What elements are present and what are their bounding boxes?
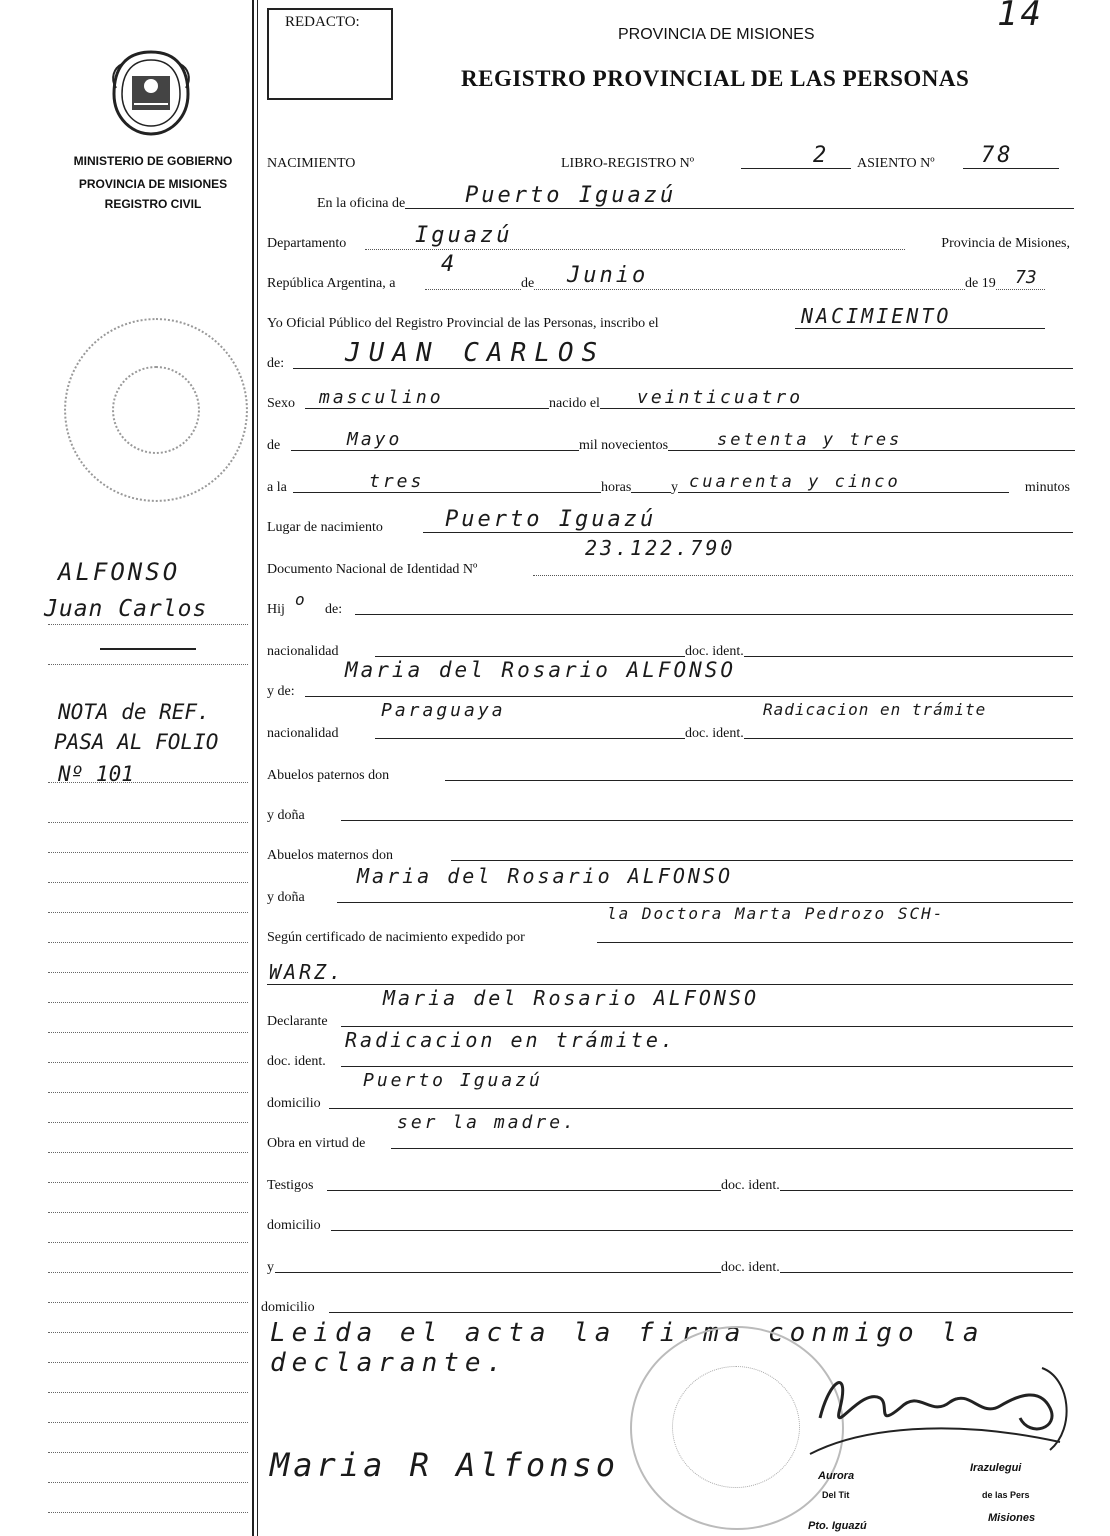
obra-line	[391, 1148, 1073, 1149]
domicilio-label: domicilio	[267, 1096, 321, 1111]
nombre-line	[293, 368, 1073, 369]
obra-label: Obra en virtud de	[267, 1136, 366, 1151]
abuelos-paternos-label: Abuelos paternos don	[267, 768, 390, 783]
nacionalidad-2-label: nacionalidad	[267, 726, 339, 741]
abuela-materna-line	[337, 902, 1073, 903]
margin-line	[48, 1512, 248, 1513]
libro-label: LIBRO-REGISTRO Nº	[561, 156, 695, 171]
y-testigo-line	[275, 1272, 1073, 1273]
hijo-line	[355, 614, 1073, 615]
margin-line	[48, 882, 248, 883]
domicilio-testigo-2-line	[329, 1312, 1073, 1313]
row-mes	[265, 428, 1074, 458]
margin-line	[48, 1332, 248, 1333]
margin-divider-left	[252, 0, 254, 1536]
abuela-materna-value: Maria del Rosario ALFONSO	[357, 864, 734, 888]
domicilio-value: Puerto Iguazú	[363, 1070, 543, 1091]
doc-ident-2-value: Radicacion en trámite	[763, 700, 987, 719]
margin-divider-right	[257, 0, 258, 1536]
official-line-4: Misiones	[988, 1512, 1036, 1524]
horas-label: horas	[601, 480, 632, 495]
nacido-label: nacido el	[549, 396, 600, 411]
nota-ref-line-2: PASA AL FOLIO	[54, 730, 219, 754]
dni-line	[533, 575, 1073, 576]
sexo-line	[305, 408, 1075, 409]
doc-ident-declarante-line	[341, 1066, 1073, 1067]
de-label: de	[521, 276, 535, 291]
mil-label: mil novecientos	[579, 438, 669, 453]
segun-value: la Doctora Marta Pedrozo SCH-	[607, 904, 945, 923]
row-domicilio-testigo-2	[261, 1290, 1074, 1320]
abuelos-maternos-label: Abuelos maternos don	[267, 848, 393, 863]
row-dni	[265, 536, 1074, 582]
margin-line	[48, 1302, 248, 1303]
nota-ref-line-3: Nº 101	[58, 762, 134, 786]
row-nacionalidad-2	[265, 700, 1074, 746]
abuelos-paternos-line	[445, 780, 1073, 781]
row-y-testigo	[265, 1250, 1074, 1280]
margin-line	[48, 972, 248, 973]
libro-line	[741, 168, 851, 169]
oficina-value: Puerto Iguazú	[465, 183, 677, 208]
row-departamento	[265, 223, 1074, 256]
row-abuelos-paternos	[265, 758, 1074, 788]
margin-line	[48, 1242, 248, 1243]
hora-value: tres	[369, 471, 425, 492]
testigos-line	[327, 1190, 1073, 1191]
de-colon-label: de:	[267, 356, 285, 371]
minutos-value: cuarenta y cinco	[689, 472, 901, 492]
row-segun	[265, 904, 1074, 950]
row-hijo	[265, 592, 1074, 622]
fecha-line	[425, 289, 1045, 290]
segun-label: Según certificado de nacimiento expedido por	[267, 930, 525, 945]
margin-line	[48, 1032, 248, 1033]
departamento-line	[365, 249, 905, 250]
oficina-line	[399, 208, 1074, 209]
margin-line	[48, 1452, 248, 1453]
asiento-label: ASIENTO Nº	[857, 156, 935, 171]
province-title: PROVINCIA DE MISIONES	[618, 26, 815, 43]
nombre-value: JUAN CARLOS	[345, 338, 606, 368]
margin-line	[48, 1062, 248, 1063]
declarante-label: Declarante	[267, 1014, 328, 1029]
province-seal-icon	[108, 48, 194, 138]
margin-line	[48, 852, 248, 853]
margin-line	[48, 664, 248, 665]
margin-line	[48, 912, 248, 913]
margin-line	[48, 1182, 248, 1183]
doc-ident-t-label: doc. ident.	[721, 1178, 780, 1193]
hijo-o-value: o	[295, 590, 305, 609]
oficina-label: En la oficina de	[317, 196, 406, 211]
departamento-label: Departamento	[267, 236, 347, 251]
doc-ident-2-label: doc. ident.	[685, 726, 744, 741]
row-libro	[265, 143, 1074, 176]
testigos-label: Testigos	[267, 1178, 314, 1193]
abuela-paterna-line	[341, 820, 1073, 821]
margin-line	[48, 1002, 248, 1003]
y-de-label: y de:	[267, 684, 295, 699]
registry-title: REGISTRO PROVINCIAL DE LAS PERSONAS	[461, 66, 970, 91]
departamento-value: Iguazú	[415, 223, 513, 248]
margin-line	[48, 1212, 248, 1213]
margin-line	[48, 1482, 248, 1483]
hora-line	[293, 492, 1009, 493]
republica-label: República Argentina, a	[267, 276, 396, 291]
row-abuela-paterna	[265, 798, 1074, 828]
oficial-label: Yo Oficial Público del Registro Provincial de las Personas, inscribo el	[267, 316, 659, 331]
mes-nac-value: Mayo	[347, 429, 403, 450]
anio-value: 73	[1015, 267, 1037, 288]
margin-line	[48, 1152, 248, 1153]
hijo-label: Hij	[267, 602, 285, 617]
margin-underline	[100, 648, 196, 650]
oficial-value: NACIMIENTO	[801, 304, 952, 328]
segun-value-2: WARZ.	[269, 960, 345, 984]
margin-line	[48, 1092, 248, 1093]
margin-surname: ALFONSO	[58, 558, 181, 586]
redacto-label: REDACTO:	[285, 14, 360, 30]
official-line-1: Aurora	[818, 1470, 855, 1482]
row-nombre	[265, 338, 1074, 376]
margin-line	[48, 1422, 248, 1423]
lugar-line	[423, 532, 1073, 533]
de-mes-label: de	[267, 438, 281, 453]
declarante-line	[341, 1026, 1073, 1027]
y-label: y	[671, 480, 678, 495]
margin-line	[48, 1362, 248, 1363]
nacionalidad-2-value: Paraguaya	[381, 700, 506, 721]
margin-line	[48, 942, 248, 943]
redacto-box	[267, 8, 393, 100]
declarante-value: Maria del Rosario ALFONSO	[383, 986, 760, 1010]
declarante-signature: Maria R Alfonso	[270, 1446, 619, 1484]
row-obra	[265, 1112, 1074, 1156]
madre-line	[305, 696, 1073, 697]
lugar-value: Puerto Iguazú	[445, 507, 657, 532]
dia-value: 4	[441, 252, 458, 277]
official-line-3: Pto. Iguazú	[808, 1520, 867, 1532]
official-signature	[780, 1358, 1080, 1468]
doc-ident-t2-label: doc. ident.	[721, 1260, 780, 1275]
libro-value: 2	[813, 143, 830, 168]
margin-line	[48, 1272, 248, 1273]
official-surname: Irazulegui	[970, 1462, 1022, 1474]
doc-ident-declarante-value: Radicacion en trámite.	[345, 1028, 676, 1052]
ministry-line-2: PROVINCIA DE MISIONES	[78, 177, 228, 191]
official-suffix: de las Pers	[982, 1490, 1030, 1500]
nacido-value: veinticuatro	[637, 387, 804, 408]
official-line-2: Del Tit	[822, 1490, 850, 1500]
lugar-label: Lugar de nacimiento	[267, 520, 383, 535]
page-number: 14	[997, 0, 1044, 34]
mes-value: Junio	[567, 263, 649, 288]
domicilio-t2-label: domicilio	[261, 1300, 315, 1315]
oficial-line	[795, 328, 1045, 329]
domicilio-t-label: domicilio	[267, 1218, 321, 1233]
ministry-line-1: MINISTERIO DE GOBIERNO	[73, 154, 233, 168]
row-oficina	[265, 183, 1074, 216]
doc-ident-declarante-label: doc. ident.	[267, 1054, 326, 1069]
asiento-value: 78	[981, 143, 1014, 168]
de-anio-label: de 19	[965, 276, 996, 291]
row-hora	[265, 470, 1074, 500]
row-oficial	[265, 306, 1074, 336]
nacimiento-label: NACIMIENTO	[267, 156, 356, 171]
mil-value: setenta y tres	[717, 430, 903, 450]
row-domicilio	[265, 1070, 1074, 1116]
obra-value: ser la madre.	[397, 1112, 577, 1133]
minutos-label: minutos	[1024, 480, 1070, 495]
y-dona-label: y doña	[267, 808, 305, 823]
provincia-label: Provincia de Misiones,	[941, 236, 1070, 251]
sexo-label: Sexo	[267, 396, 295, 411]
asiento-line	[963, 168, 1059, 169]
row-domicilio-testigo	[265, 1208, 1074, 1238]
row-testigos	[265, 1168, 1074, 1198]
margin-names: Juan Carlos	[44, 596, 208, 622]
mes-line	[291, 450, 1075, 451]
nota-ref-line-1: NOTA de REF.	[58, 700, 210, 724]
y-dona-2-label: y doña	[267, 890, 305, 905]
sexo-value: masculino	[319, 387, 444, 408]
margin-line	[48, 624, 248, 625]
hijo-de-label: de:	[325, 602, 343, 617]
nacionalidad-label: nacionalidad	[267, 644, 339, 659]
y-t-label: y	[267, 1260, 274, 1275]
margin-line	[48, 1122, 248, 1123]
madre-value: Maria del Rosario ALFONSO	[345, 658, 737, 682]
faint-stamp-inner	[112, 366, 200, 454]
row-fecha	[265, 252, 1074, 296]
row-sexo	[265, 386, 1074, 416]
doc-ident-label: doc. ident.	[685, 644, 744, 659]
domicilio-line	[329, 1108, 1073, 1109]
domicilio-testigo-line	[331, 1230, 1073, 1231]
closing-text: Leida el acta la firma conmigo la declarante.	[270, 1318, 985, 1378]
a-la-label: a la	[267, 480, 287, 495]
abuelos-maternos-line	[451, 860, 1073, 861]
dni-label: Documento Nacional de Identidad Nº	[267, 562, 478, 577]
segun-2-line	[267, 984, 1073, 985]
margin-line	[48, 822, 248, 823]
dni-value: 23.122.790	[585, 536, 736, 560]
margin-line	[48, 1392, 248, 1393]
ministry-line-3: REGISTRO CIVIL	[104, 197, 202, 211]
segun-line	[597, 942, 1073, 943]
